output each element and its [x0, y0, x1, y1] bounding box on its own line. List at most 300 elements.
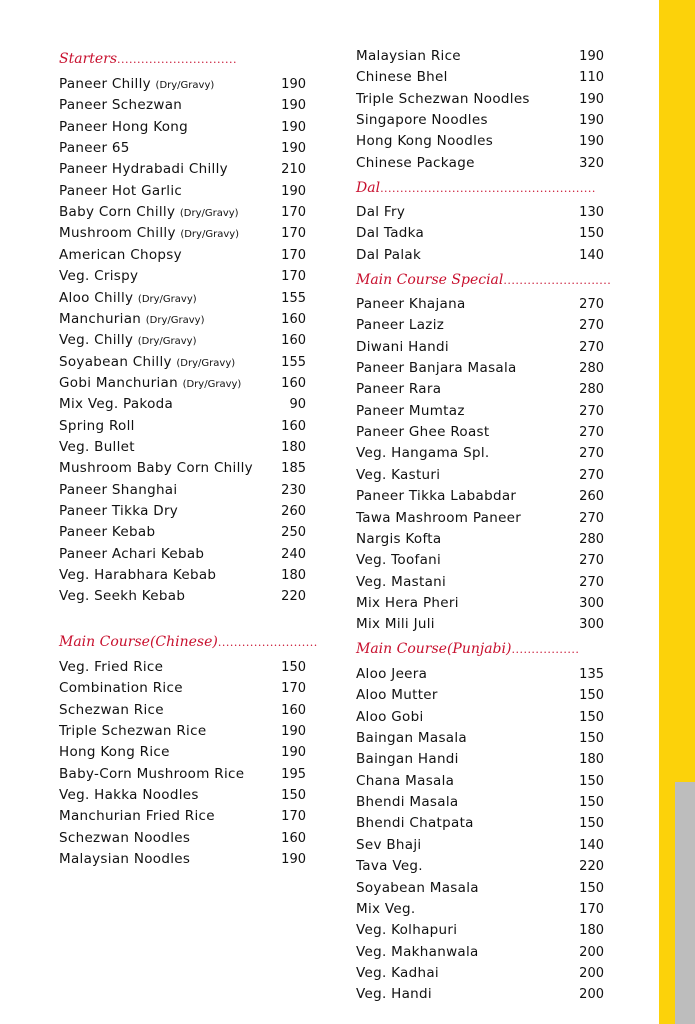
- menu-item-name: [356, 486, 516, 507]
- menu-item-label: Aloo Gobi: [356, 708, 424, 725]
- menu-item-note: (Dry/Gravy): [137, 293, 197, 305]
- menu-item-label: Aloo Chilly: [59, 289, 134, 306]
- menu-item-price: 150: [579, 795, 604, 811]
- menu-item: [59, 117, 306, 138]
- menu-item-price: 200: [579, 944, 604, 960]
- menu-item-label: Gobi Manchurian: [59, 374, 178, 391]
- section-title: Main Course(Chinese): [59, 634, 218, 650]
- menu-item-name: [356, 422, 489, 443]
- menu-item: [59, 288, 306, 309]
- menu-item: [59, 764, 306, 785]
- menu-item-label: Aloo Jeera: [356, 666, 428, 682]
- menu-item-label: Veg. Toofani: [356, 552, 442, 569]
- section-dots: ......................................................: [380, 182, 596, 195]
- menu-item-price: 160: [281, 375, 306, 391]
- menu-item-label: Veg. Bullet: [59, 438, 135, 455]
- menu-item-price: 180: [579, 752, 604, 768]
- menu-item-label: Paneer Laziz: [356, 317, 445, 334]
- menu-item: [59, 678, 306, 699]
- menu-item: [356, 358, 604, 379]
- menu-item: [356, 942, 604, 963]
- menu-item: [356, 486, 604, 507]
- menu-item-price: 195: [281, 766, 306, 782]
- menu-item-price: 320: [579, 155, 604, 171]
- menu-item: [356, 294, 604, 315]
- menu-item-name: [356, 728, 467, 749]
- menu-item-price: 280: [579, 361, 604, 377]
- menu-item-label: Mix Hera Pheri: [356, 594, 459, 611]
- menu-item-label: Paneer Khajana: [356, 296, 466, 312]
- menu-item-name: [59, 117, 188, 138]
- menu-item: [356, 110, 604, 131]
- menu-item-price: 190: [579, 91, 604, 107]
- menu-item-label: Veg. Handi: [356, 986, 432, 1003]
- menu-item: [59, 785, 306, 806]
- menu-item: [59, 849, 306, 870]
- menu-item-price: 155: [281, 354, 306, 370]
- menu-item-price: 170: [281, 205, 306, 221]
- menu-item-name: [356, 749, 459, 770]
- section-title: Starters: [59, 51, 118, 67]
- menu-item-name: [356, 771, 454, 792]
- menu-item-price: 160: [281, 702, 306, 718]
- menu-item-price: 260: [579, 489, 604, 505]
- menu-item-price: 150: [579, 880, 604, 896]
- menu-item-price: 270: [579, 467, 604, 483]
- menu-item: [356, 899, 604, 920]
- menu-item-price: 240: [281, 546, 306, 562]
- menu-item-price: 250: [281, 525, 306, 541]
- menu-item-name: [356, 899, 415, 920]
- menu-item-price: 220: [579, 859, 604, 875]
- menu-item-price: 270: [579, 574, 604, 590]
- menu-item-price: 180: [281, 568, 306, 584]
- menu-item: [356, 771, 604, 792]
- menu-item-name: [356, 67, 448, 88]
- menu-item: [356, 422, 604, 443]
- menu-item-name: [356, 315, 444, 336]
- menu-item-label: Baingan Masala: [356, 730, 467, 747]
- menu-item-name: [356, 984, 432, 1005]
- menu-item-name: [356, 294, 466, 315]
- menu-item-label: Schezwan Rice: [59, 701, 164, 718]
- menu-item: [356, 153, 604, 174]
- menu-item: [59, 181, 306, 202]
- menu-item-name: [59, 181, 182, 202]
- menu-item-note: (Dry/Gravy): [176, 357, 236, 369]
- section-title: Main Course Special: [356, 272, 504, 288]
- menu-item-name: [59, 138, 130, 159]
- menu-item-price: 170: [281, 809, 306, 825]
- menu-item-name: [356, 856, 423, 877]
- menu-item-name: [356, 593, 459, 614]
- menu-item: [59, 159, 306, 180]
- menu-item: [59, 245, 306, 266]
- menu-item-label: Chinese Package: [356, 154, 475, 171]
- menu-item-price: 150: [579, 773, 604, 789]
- menu-item-name: [356, 792, 458, 813]
- menu-item: [356, 131, 604, 152]
- menu-item-price: 230: [281, 482, 306, 498]
- menu-item-label: Paneer Banjara Masala: [356, 360, 517, 377]
- menu-item-label: Sev Bhaji: [356, 836, 422, 853]
- menu-item-label: Tawa Mashroom Paneer: [356, 509, 522, 526]
- menu-item-price: 160: [281, 311, 306, 327]
- menu-item-price: 150: [579, 226, 604, 242]
- menu-item-name: [59, 309, 204, 331]
- menu-item-note: (Dry/Gravy): [155, 80, 215, 91]
- menu-item: [59, 74, 306, 95]
- menu-item: [59, 721, 306, 742]
- menu-item-name: [356, 920, 457, 941]
- menu-item-label: Veg. Seekh Kebab: [59, 588, 186, 605]
- menu-item: [59, 700, 306, 721]
- menu-item: [356, 223, 604, 244]
- menu-item-label: Veg. Kolhapuri: [356, 922, 458, 939]
- menu-item-price: 300: [579, 595, 604, 611]
- menu-item: [59, 373, 306, 394]
- menu-item-label: Veg. Harabhara Kebab: [59, 567, 217, 584]
- menu-item-label: Mushroom Baby Corn Chilly: [59, 460, 253, 477]
- menu-item-name: [59, 742, 170, 763]
- menu-item-label: Veg. Hangama Spl.: [356, 445, 490, 462]
- menu-item: [356, 835, 604, 856]
- menu-item-price: 190: [281, 724, 306, 740]
- menu-item-price: 170: [281, 247, 306, 263]
- menu-item-price: 270: [579, 553, 604, 569]
- menu-item-name: [59, 352, 235, 374]
- menu-item-label: Baby-Corn Mushroom Rice: [59, 765, 245, 782]
- menu-item-label: Hong Kong Noodles: [356, 133, 494, 150]
- menu-item-label: Veg. Kasturi: [356, 466, 441, 483]
- menu-item-price: 260: [281, 504, 306, 519]
- menu-item: [356, 728, 604, 749]
- menu-item: [59, 416, 306, 437]
- menu-item-label: Mushroom Chilly: [59, 225, 176, 242]
- menu-item-name: [59, 849, 190, 870]
- menu-item-price: 170: [579, 901, 604, 917]
- menu-item-price: 155: [281, 290, 306, 306]
- menu-item-price: 190: [579, 134, 604, 150]
- menu-item: [356, 401, 604, 422]
- menu-item-label: Paneer Chilly: [59, 76, 151, 92]
- menu-item: [59, 480, 306, 501]
- section-dots: .................: [511, 643, 580, 656]
- menu-item-label: Veg. Mastani: [356, 573, 447, 590]
- menu-item-name: [356, 529, 441, 550]
- menu-item-price: 190: [579, 49, 604, 64]
- menu-item-label: Mix Mili Juli: [356, 616, 435, 633]
- menu-item-price: 150: [579, 709, 604, 725]
- menu-item-label: Nargis Kofta: [356, 530, 442, 547]
- menu-item-label: Veg. Kadhai: [356, 964, 439, 981]
- menu-item-label: Tava Veg.: [356, 858, 423, 875]
- menu-item-price: 150: [579, 731, 604, 747]
- menu-item: [59, 223, 306, 244]
- menu-item-label: Diwani Handi: [356, 338, 449, 355]
- menu-item: [59, 828, 306, 849]
- menu-item-label: Mix Veg.: [356, 900, 416, 917]
- menu-item: [356, 529, 604, 550]
- menu-item-name: [59, 828, 190, 849]
- menu-item-price: 140: [579, 247, 604, 263]
- menu-item-name: [59, 764, 244, 785]
- menu-item: [356, 202, 604, 223]
- menu-item-note: (Dry/Gravy): [145, 314, 205, 326]
- menu-item-label: Spring Roll: [59, 417, 135, 434]
- menu-item: [356, 379, 604, 400]
- menu-item-label: Paneer Achari Kebab: [59, 545, 205, 562]
- menu-item-name: [59, 394, 173, 415]
- menu-item-label: Paneer Hydrabadi Chilly: [59, 161, 228, 178]
- menu-item: [59, 544, 306, 565]
- menu-item-price: 170: [281, 269, 306, 285]
- section-heading-dal: [356, 177, 604, 199]
- menu-item-name: [59, 245, 182, 266]
- menu-item-price: 170: [281, 681, 306, 697]
- menu-item: [59, 437, 306, 458]
- menu-item-name: [356, 942, 479, 963]
- section-dots: ...........................: [503, 274, 612, 287]
- menu-item-label: Triple Schezwan Rice: [59, 723, 207, 740]
- menu-item-label: Paneer 65: [59, 140, 130, 157]
- menu-item-price: 200: [579, 987, 604, 1003]
- menu-item-label: Schezwan Noodles: [59, 829, 191, 846]
- menu-item-note: (Dry/Gravy): [182, 378, 242, 390]
- menu-item-name: [59, 678, 183, 699]
- menu-item: [59, 202, 306, 223]
- menu-item-name: [59, 586, 185, 607]
- menu-item-name: [356, 508, 521, 529]
- menu-item-price: 190: [579, 113, 604, 129]
- menu-item-label: Veg. Crispy: [59, 268, 139, 285]
- menu-item-label: Veg. Makhanwala: [356, 943, 479, 960]
- menu-item: [59, 352, 306, 373]
- menu-item-name: [356, 358, 517, 379]
- menu-item-name: [59, 223, 239, 245]
- menu-item-label: Malaysian Noodles: [59, 851, 191, 868]
- menu-item-label: Manchurian Fried Rice: [59, 808, 215, 825]
- menu-item-price: 190: [281, 141, 306, 157]
- menu-item-label: Chana Masala: [356, 772, 455, 789]
- menu-item-label: American Chopsy: [59, 246, 182, 263]
- menu-item: [356, 664, 604, 685]
- menu-item-name: [356, 813, 474, 834]
- menu-item: [356, 984, 604, 1005]
- menu-item: [59, 742, 306, 763]
- menu-item-name: [356, 131, 493, 152]
- menu-item: [356, 614, 604, 635]
- menu-item-label: Baby Corn Chilly: [59, 204, 176, 221]
- menu-item-label: Bhendi Chatpata: [356, 815, 474, 832]
- section-heading-main-course-punjabi: [356, 638, 604, 660]
- menu-item-price: 220: [281, 589, 306, 605]
- menu-item-label: Baingan Handi: [356, 751, 459, 768]
- menu-item: [59, 330, 306, 351]
- menu-item-price: 180: [281, 439, 306, 455]
- menu-item-name: [356, 245, 421, 266]
- menu-item: [356, 856, 604, 877]
- menu-item: [356, 89, 604, 110]
- menu-item-label: Chinese Bhel: [356, 69, 448, 86]
- menu-item-label: Aloo Mutter: [356, 687, 438, 704]
- menu-item-label: Soyabean Masala: [356, 879, 479, 896]
- menu-item-name: [59, 159, 228, 180]
- menu-item: [356, 813, 604, 834]
- menu-item: [356, 46, 604, 67]
- menu-item-price: 135: [579, 667, 604, 682]
- menu-item-name: [59, 700, 164, 721]
- menu-item: [356, 593, 604, 614]
- menu-item: [356, 508, 604, 529]
- menu-item-name: [356, 614, 435, 635]
- menu-item-price: 270: [579, 297, 604, 312]
- menu-item-name: [59, 480, 177, 501]
- menu-item-label: Paneer Hong Kong: [59, 118, 189, 135]
- menu-item-name: [59, 657, 163, 678]
- menu-item-name: [59, 522, 155, 543]
- menu-item-name: [59, 330, 197, 352]
- menu-item-price: 270: [579, 510, 604, 526]
- menu-item: [59, 806, 306, 827]
- menu-item-label: Bhendi Masala: [356, 794, 459, 811]
- menu-item-price: 190: [281, 183, 306, 199]
- menu-item-label: Malaysian Rice: [356, 48, 461, 64]
- menu-item-note: (Dry/Gravy): [180, 229, 240, 241]
- menu-item-price: 130: [579, 205, 604, 220]
- menu-item: [59, 138, 306, 159]
- menu-item-price: 190: [281, 852, 306, 868]
- menu-item-label: Paneer Hot Garlic: [59, 182, 183, 199]
- menu-item-price: 110: [579, 70, 604, 86]
- menu-item-name: [59, 373, 241, 395]
- menu-item-note: (Dry/Gravy): [137, 336, 197, 348]
- section-title: Dal: [356, 180, 381, 196]
- menu-item-name: [59, 501, 178, 522]
- menu-item-label: Soyabean Chilly: [59, 353, 172, 370]
- menu-item-price: 210: [281, 162, 306, 178]
- menu-item: [59, 394, 306, 415]
- menu-item-price: 150: [579, 816, 604, 832]
- menu-item-name: [59, 202, 239, 224]
- side-grey-band: [675, 782, 695, 1024]
- menu-item-label: Paneer Tikka Dry: [59, 503, 179, 519]
- menu-item-note: (Dry/Gravy): [179, 208, 239, 220]
- menu-item-price: 160: [281, 830, 306, 846]
- menu-item-name: [356, 89, 530, 110]
- menu-item-name: [356, 878, 479, 899]
- menu-item-price: 280: [579, 382, 604, 398]
- menu-item-name: [356, 110, 488, 131]
- menu-item-price: 150: [579, 688, 604, 704]
- menu-item-name: [59, 806, 215, 827]
- section-heading-main-course-special: [356, 269, 612, 291]
- menu-item-name: [59, 544, 204, 565]
- menu-item-name: [356, 963, 439, 984]
- menu-item: [356, 792, 604, 813]
- menu-item-price: 90: [289, 397, 306, 413]
- menu-item-name: [59, 288, 197, 310]
- menu-item-name: [356, 465, 440, 486]
- menu-item-label: Hong Kong Rice: [59, 744, 170, 761]
- menu-item-price: 300: [579, 617, 604, 633]
- menu-item-label: Triple Schezwan Noodles: [356, 90, 530, 107]
- menu-item-name: [356, 664, 427, 685]
- menu-item-name: [356, 223, 424, 244]
- menu-item-price: 160: [281, 418, 306, 434]
- menu-item-name: [59, 437, 135, 458]
- menu-item: [356, 707, 604, 728]
- menu-item-name: [356, 401, 465, 422]
- section-title: Main Course(Punjabi): [356, 641, 512, 657]
- menu-item-label: Paneer Ghee Roast: [356, 424, 490, 441]
- menu-item: [59, 266, 306, 287]
- menu-item-price: 190: [281, 745, 306, 761]
- menu-item: [59, 458, 306, 479]
- menu-item-price: 140: [579, 837, 604, 853]
- menu-item-price: 270: [579, 425, 604, 441]
- menu-item-name: [356, 550, 441, 571]
- menu-item-label: Veg. Fried Rice: [59, 659, 164, 675]
- menu-item-label: Combination Rice: [59, 680, 183, 697]
- menu-item-label: Paneer Mumtaz: [356, 402, 465, 419]
- menu-item: [59, 565, 306, 586]
- menu-item: [356, 67, 604, 88]
- menu-item-price: 170: [281, 226, 306, 242]
- menu-item-name: [59, 458, 253, 479]
- menu-item-name: [59, 416, 135, 437]
- menu-item-label: Dal Tadka: [356, 225, 425, 242]
- menu-item-name: [356, 153, 475, 174]
- menu-item-label: Manchurian: [59, 310, 142, 327]
- section-dots: ..............................: [117, 53, 237, 66]
- menu-item-label: Veg. Hakka Noodles: [59, 787, 199, 804]
- menu-item-price: 150: [281, 788, 306, 804]
- menu-item-name: [59, 266, 138, 287]
- menu-item-price: 200: [579, 965, 604, 981]
- menu-item-label: Paneer Schezwan: [59, 97, 183, 114]
- menu-item-price: 270: [579, 446, 604, 462]
- menu-item-price: 190: [281, 119, 306, 135]
- menu-item-label: Veg. Chilly: [59, 332, 134, 349]
- menu-item-name: [59, 74, 214, 96]
- menu-item-name: [59, 565, 216, 586]
- menu-item-name: [59, 95, 182, 116]
- menu-item-name: [356, 46, 461, 67]
- menu-item: [356, 920, 604, 941]
- menu-item-price: 150: [281, 660, 306, 675]
- menu-item-name: [356, 685, 438, 706]
- menu-item-label: Paneer Kebab: [59, 524, 156, 541]
- menu-item-price: 160: [281, 333, 306, 349]
- menu-item-name: [356, 337, 449, 358]
- menu-item: [356, 572, 604, 593]
- menu-item: [59, 95, 306, 116]
- section-heading-starters: [59, 48, 306, 70]
- menu-item-name: [59, 721, 206, 742]
- menu-item: [356, 685, 604, 706]
- menu-item: [356, 443, 604, 464]
- menu-item-label: Paneer Tikka Lababdar: [356, 488, 517, 505]
- menu-item-name: [356, 572, 446, 593]
- menu-item-name: [356, 379, 441, 400]
- menu-item-price: 190: [281, 98, 306, 114]
- menu-item: [356, 749, 604, 770]
- menu-item-name: [356, 202, 405, 223]
- section-dots: .........................: [217, 636, 318, 649]
- menu-item-price: 185: [281, 461, 306, 477]
- menu-item: [356, 337, 604, 358]
